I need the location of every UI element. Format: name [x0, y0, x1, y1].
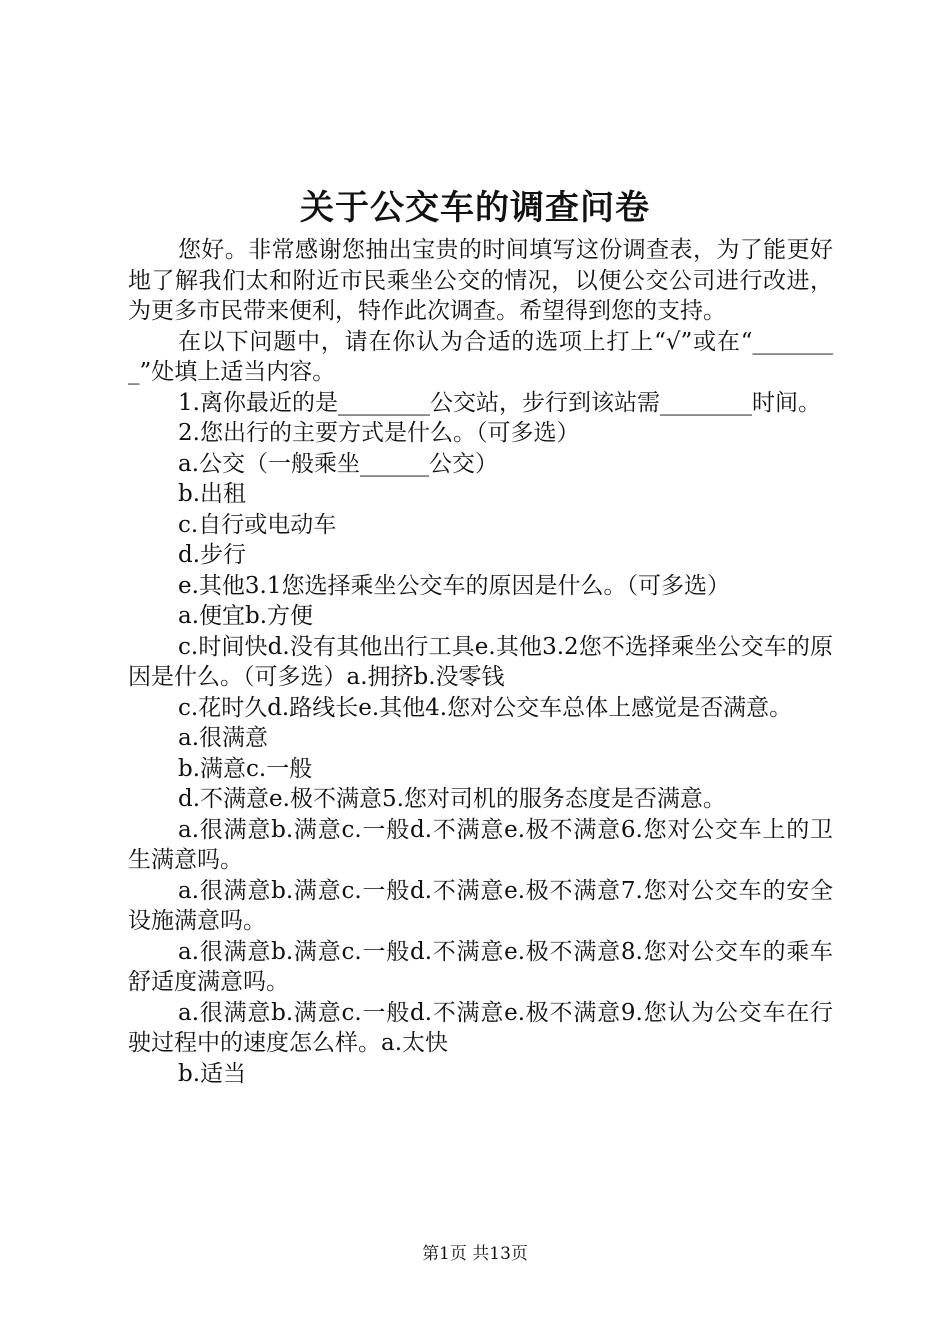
question-1: 1.离你最近的是________公交站，步行到该站需________时间。 — [178, 389, 821, 416]
option-line: a.很满意b.满意c.一般d.不满意e.极不满意9.您认为公交车在行驶过程中的速度怎么样。a.太快 — [128, 999, 833, 1056]
option-line: a.便宜b.方便 — [178, 603, 314, 629]
option-line: b.出租 — [178, 481, 247, 507]
option-line: c.花时久d.路线长e.其他4.您对公交车总体上感觉是否满意。 — [178, 694, 793, 721]
option-line: c.时间快d.没有其他出行工具e.其他3.2您不选择乘坐公交车的原因是什么。（可多选）a.拥挤b.没零钱 — [128, 633, 833, 690]
question-2: 2.您出行的主要方式是什么。（可多选） — [178, 420, 580, 446]
option-line: b.适当 — [178, 1060, 247, 1087]
page-footer: 第1页 共13页 — [422, 1244, 528, 1264]
document-title: 关于公交车的调查问卷 — [300, 188, 650, 228]
instructions-paragraph: 在以下问题中，请在你认为合适的选项上打上“√”或在“________”处填上适当内容。 — [128, 328, 833, 385]
option-line: a.很满意 — [178, 725, 269, 751]
option-line: c.自行或电动车 — [178, 511, 337, 538]
option-line: a.很满意b.满意c.一般d.不满意e.极不满意7.您对公交车的安全设施满意吗。 — [128, 877, 833, 934]
option-line: e.其他3.1您选择乘坐公交车的原因是什么。（可多选） — [178, 572, 730, 599]
option-line: a.很满意b.满意c.一般d.不满意e.极不满意6.您对公交车上的卫生满意吗。 — [128, 816, 833, 873]
option-line: d.不满意e.极不满意5.您对司机的服务态度是否满意。 — [178, 786, 726, 812]
document-body — [128, 235, 833, 1089]
intro-paragraph: 您好。非常感谢您抽出宝贵的时间填写这份调查表，为了能更好地了解我们太和附近市民乘坐公交的情况，以便公交公司进行改进，为更多市民带来便利，特作此次调查。希望得到您的支持。 — [128, 237, 833, 324]
option-line: a.很满意b.满意c.一般d.不满意e.极不满意8.您对公交车的乘车舒适度满意吗。 — [128, 938, 833, 995]
option-line: a.公交（一般乘坐______公交） — [178, 450, 499, 477]
option-line: b.满意c.一般 — [178, 755, 313, 782]
option-line: d.步行 — [178, 542, 247, 568]
